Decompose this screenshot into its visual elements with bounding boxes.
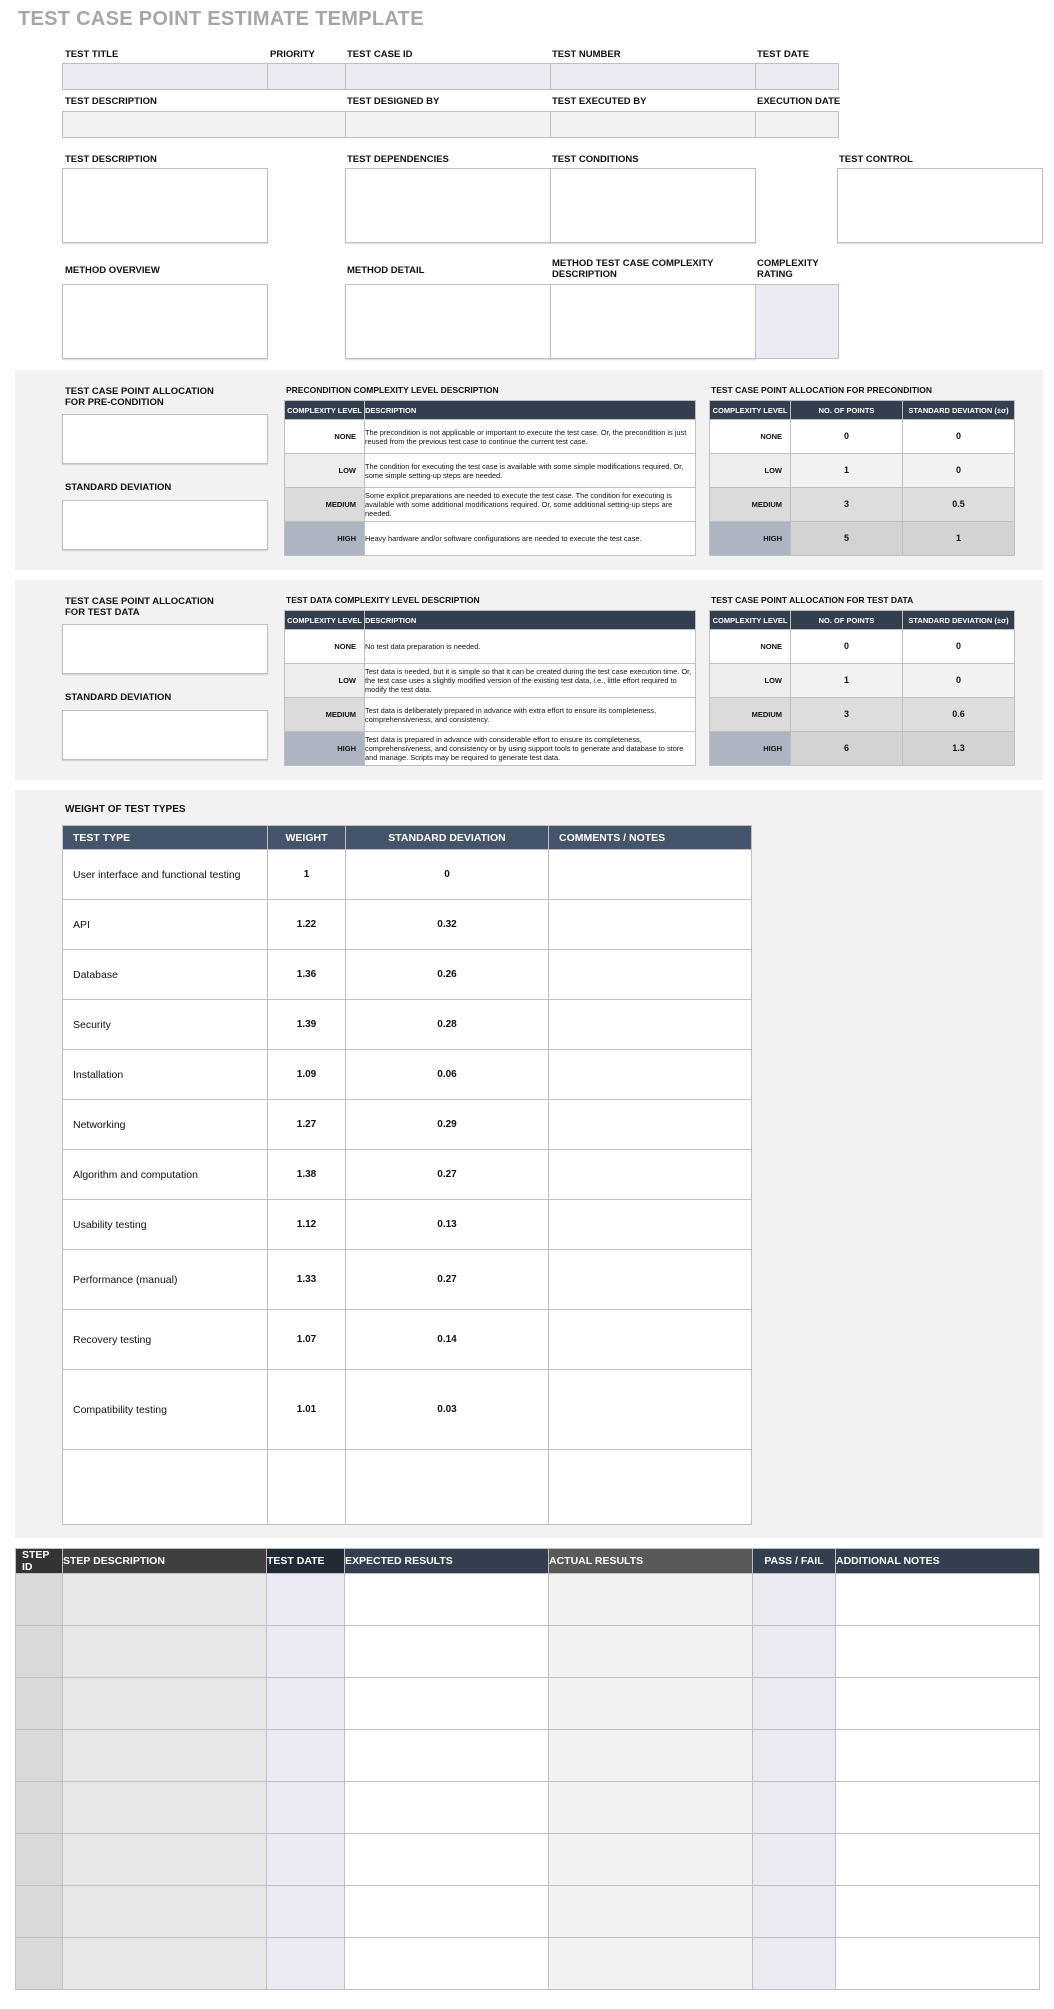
testdata-std-box[interactable] <box>62 710 268 760</box>
test-dependencies-box[interactable] <box>345 168 551 243</box>
desc-low: The condition for executing the test case is available with some simple modifications required. Or, some simple setting-up steps are needed. <box>365 454 696 488</box>
desc-high: Heavy hardware and/or software configurations are needed to execute the test case. <box>365 522 696 556</box>
step-row <box>16 1886 1040 1938</box>
expected-results-cell[interactable] <box>345 1626 549 1678</box>
weight-cell: 1 <box>268 850 346 900</box>
method-overview-box[interactable] <box>62 284 268 359</box>
test-description-label: TEST DESCRIPTION <box>65 96 157 107</box>
actual-results-cell[interactable] <box>549 1626 753 1678</box>
notes-cell[interactable] <box>549 850 752 900</box>
actual-results-cell[interactable] <box>549 1730 753 1782</box>
std-high: 1.3 <box>903 732 1015 766</box>
execution-date-label: EXECUTION DATE <box>757 96 841 107</box>
pass-fail-cell[interactable] <box>753 1886 836 1938</box>
pass-fail-cell[interactable] <box>753 1626 836 1678</box>
col-test-type: TEST TYPE <box>63 826 268 850</box>
precondition-allocation-box[interactable] <box>62 414 268 464</box>
test-type-cell: Database <box>63 950 268 1000</box>
weight-cell: 1.12 <box>268 1200 346 1250</box>
steps-table <box>15 1548 1040 1990</box>
std-high: 1 <box>903 522 1015 556</box>
actual-results-cell[interactable] <box>549 1574 753 1626</box>
level-high: HIGH <box>710 732 791 766</box>
step-id-cell[interactable] <box>16 1678 63 1730</box>
weight-cell: 1.33 <box>268 1250 346 1310</box>
test-description-box[interactable] <box>62 168 268 243</box>
desc-none: No test data preparation is needed. <box>365 630 696 664</box>
level-medium: MEDIUM <box>285 488 365 522</box>
precondition-alloc-table <box>709 400 1015 556</box>
test-date-cell[interactable] <box>267 1938 345 1990</box>
points-high: 5 <box>791 522 903 556</box>
test-title-field[interactable] <box>62 63 268 90</box>
col-description: DESCRIPTION <box>365 611 696 630</box>
test-type-cell: Networking <box>63 1100 268 1150</box>
points-low: 1 <box>791 454 903 488</box>
desc-high: Test data is prepared in advance with considerable effort to ensure its completeness, comprehensiveness, and consistency or by using support tools to generate and database to store and manage. Scripts may be required to generate test data. <box>365 732 696 766</box>
test-type-cell: Compatibility testing <box>63 1370 268 1450</box>
col-test-date: TEST DATE <box>267 1549 345 1574</box>
weight-cell: 1.39 <box>268 1000 346 1050</box>
test-case-id-field[interactable] <box>345 63 551 90</box>
step-id-cell[interactable] <box>16 1574 63 1626</box>
col-additional-notes: ADDITIONAL NOTES <box>836 1549 1040 1574</box>
step-description-cell[interactable] <box>63 1938 267 1990</box>
expected-results-cell[interactable] <box>345 1782 549 1834</box>
step-id-cell[interactable] <box>16 1782 63 1834</box>
precondition-std-label: STANDARD DEVIATION <box>65 482 172 493</box>
test-executed-by-field[interactable] <box>550 111 756 138</box>
actual-results-cell[interactable] <box>549 1938 753 1990</box>
page-title: TEST CASE POINT ESTIMATE TEMPLATE <box>18 8 424 30</box>
expected-results-cell[interactable] <box>345 1730 549 1782</box>
level-none: NONE <box>710 630 791 664</box>
weight-cell: 1.07 <box>268 1310 346 1370</box>
test-type-cell: Performance (manual) <box>63 1250 268 1310</box>
step-description-cell[interactable] <box>63 1574 267 1626</box>
weights-title: WEIGHT OF TEST TYPES <box>65 804 186 815</box>
test-date-cell[interactable] <box>267 1886 345 1938</box>
additional-notes-cell[interactable] <box>836 1730 1040 1782</box>
test-description-field[interactable] <box>62 111 346 138</box>
col-standard-deviation: STANDARD DEVIATION <box>346 826 549 850</box>
additional-notes-cell[interactable] <box>836 1938 1040 1990</box>
actual-results-cell[interactable] <box>549 1782 753 1834</box>
std-medium: 0.5 <box>903 488 1015 522</box>
additional-notes-cell[interactable] <box>836 1626 1040 1678</box>
step-row <box>16 1574 1040 1626</box>
test-number-field[interactable] <box>550 63 756 90</box>
std-cell: 0.29 <box>346 1100 549 1150</box>
testdata-desc-table <box>284 610 696 766</box>
weight-cell[interactable] <box>268 1450 346 1525</box>
std-cell: 0.26 <box>346 950 549 1000</box>
step-description-cell[interactable] <box>63 1834 267 1886</box>
complexity-rating-label: COMPLEXITY RATING <box>757 258 819 280</box>
desc-low: Test data is needed, but it is simple so that it can be created during the test case execution time. Or, the test case uses a slightly modified version of the existing test data, i.e., little effort required to modify the test data. <box>365 664 696 698</box>
col-complexity-level: COMPLEXITY LEVEL <box>710 611 791 630</box>
priority-field[interactable] <box>267 63 346 90</box>
step-id-cell[interactable] <box>16 1626 63 1678</box>
expected-results-cell[interactable] <box>345 1574 549 1626</box>
level-high: HIGH <box>285 522 365 556</box>
level-low: LOW <box>710 454 791 488</box>
additional-notes-cell[interactable] <box>836 1834 1040 1886</box>
step-description-cell[interactable] <box>63 1730 267 1782</box>
col-std-deviation: STANDARD DEVIATION (±σ) <box>903 401 1015 420</box>
test-date-cell[interactable] <box>267 1678 345 1730</box>
step-row <box>16 1626 1040 1678</box>
level-low: LOW <box>710 664 791 698</box>
notes-cell[interactable] <box>549 1200 752 1250</box>
level-high: HIGH <box>710 522 791 556</box>
test-date-cell[interactable] <box>267 1834 345 1886</box>
testdata-allocation-box[interactable] <box>62 624 268 674</box>
notes-cell[interactable] <box>549 900 752 950</box>
level-none: NONE <box>285 420 365 454</box>
expected-results-cell[interactable] <box>345 1678 549 1730</box>
step-id-cell[interactable] <box>16 1730 63 1782</box>
level-medium: MEDIUM <box>710 488 791 522</box>
testdata-desc-title: TEST DATA COMPLEXITY LEVEL DESCRIPTION <box>286 595 480 605</box>
actual-results-cell[interactable] <box>549 1678 753 1730</box>
points-medium: 3 <box>791 488 903 522</box>
col-complexity-level: COMPLEXITY LEVEL <box>285 401 365 420</box>
desc-medium: Some explicit preparations are needed to execute the test case. The condition for executing is available with some additional modifications required. Or, some additional setting-up steps are needed. <box>365 488 696 522</box>
col-weight: WEIGHT <box>268 826 346 850</box>
test-type-cell[interactable] <box>63 1450 268 1525</box>
notes-cell[interactable] <box>549 1100 752 1150</box>
std-none: 0 <box>903 420 1015 454</box>
pass-fail-cell[interactable] <box>753 1678 836 1730</box>
test-designed-by-label: TEST DESIGNED BY <box>347 96 440 107</box>
std-medium: 0.6 <box>903 698 1015 732</box>
step-description-cell[interactable] <box>63 1886 267 1938</box>
std-low: 0 <box>903 664 1015 698</box>
points-none: 0 <box>791 630 903 664</box>
points-none: 0 <box>791 420 903 454</box>
test-dependencies-label: TEST DEPENDENCIES <box>347 154 449 165</box>
col-complexity-level: COMPLEXITY LEVEL <box>285 611 365 630</box>
precondition-alloc-title: TEST CASE POINT ALLOCATION FOR PRECONDITION <box>711 385 932 395</box>
step-id-cell[interactable] <box>16 1938 63 1990</box>
test-case-id-label: TEST CASE ID <box>347 49 413 60</box>
notes-cell[interactable] <box>549 1450 752 1525</box>
pass-fail-cell[interactable] <box>753 1574 836 1626</box>
test-date-cell[interactable] <box>267 1782 345 1834</box>
level-low: LOW <box>285 454 365 488</box>
points-low: 1 <box>791 664 903 698</box>
method-overview-label: METHOD OVERVIEW <box>65 265 160 276</box>
col-step-id: STEP ID <box>16 1549 63 1574</box>
precondition-desc-table <box>284 400 696 556</box>
weight-cell: 1.38 <box>268 1150 346 1200</box>
test-number-label: TEST NUMBER <box>552 49 621 60</box>
testdata-allocation-label: TEST CASE POINT ALLOCATION FOR TEST DATA <box>65 596 214 618</box>
test-date-cell[interactable] <box>267 1574 345 1626</box>
col-step-description: STEP DESCRIPTION <box>63 1549 267 1574</box>
step-row <box>16 1782 1040 1834</box>
step-id-cell[interactable] <box>16 1834 63 1886</box>
weights-table <box>62 825 752 1525</box>
level-high: HIGH <box>285 732 365 766</box>
test-type-cell: Recovery testing <box>63 1310 268 1370</box>
additional-notes-cell[interactable] <box>836 1678 1040 1730</box>
std-cell: 0.14 <box>346 1310 549 1370</box>
method-detail-box[interactable] <box>345 284 551 359</box>
std-cell: 0.32 <box>346 900 549 950</box>
testdata-alloc-table <box>709 610 1015 766</box>
std-cell: 0.27 <box>346 1150 549 1200</box>
test-type-cell: API <box>63 900 268 950</box>
test-date-cell[interactable] <box>267 1730 345 1782</box>
pass-fail-cell[interactable] <box>753 1782 836 1834</box>
level-medium: MEDIUM <box>710 698 791 732</box>
test-type-cell: Usability testing <box>63 1200 268 1250</box>
pass-fail-cell[interactable] <box>753 1834 836 1886</box>
pass-fail-cell[interactable] <box>753 1730 836 1782</box>
step-id-cell[interactable] <box>16 1886 63 1938</box>
weight-cell: 1.27 <box>268 1100 346 1150</box>
test-date-cell[interactable] <box>267 1626 345 1678</box>
std-cell[interactable] <box>346 1450 549 1525</box>
method-detail-label: METHOD DETAIL <box>347 265 425 276</box>
testdata-std-label: STANDARD DEVIATION <box>65 692 172 703</box>
precondition-std-box[interactable] <box>62 500 268 550</box>
notes-cell[interactable] <box>549 950 752 1000</box>
additional-notes-cell[interactable] <box>836 1782 1040 1834</box>
weight-cell: 1.22 <box>268 900 346 950</box>
step-description-cell[interactable] <box>63 1626 267 1678</box>
level-medium: MEDIUM <box>285 698 365 732</box>
level-none: NONE <box>710 420 791 454</box>
test-control-box[interactable] <box>837 168 1043 243</box>
col-no-of-points: NO. OF POINTS <box>791 401 903 420</box>
step-description-cell[interactable] <box>63 1678 267 1730</box>
std-cell: 0.27 <box>346 1250 549 1310</box>
expected-results-cell[interactable] <box>345 1938 549 1990</box>
weight-cell: 1.36 <box>268 950 346 1000</box>
weight-cell: 1.01 <box>268 1370 346 1450</box>
test-type-cell: Security <box>63 1000 268 1050</box>
test-designed-by-field[interactable] <box>345 111 551 138</box>
test-conditions-box[interactable] <box>550 168 756 243</box>
actual-results-cell[interactable] <box>549 1834 753 1886</box>
test-type-cell: Installation <box>63 1050 268 1100</box>
col-expected-results: EXPECTED RESULTS <box>345 1549 549 1574</box>
level-low: LOW <box>285 664 365 698</box>
detail-test-description-label: TEST DESCRIPTION <box>65 154 157 165</box>
priority-label: PRIORITY <box>270 49 315 60</box>
step-row <box>16 1678 1040 1730</box>
std-cell: 0 <box>346 850 549 900</box>
std-cell: 0.28 <box>346 1000 549 1050</box>
test-control-label: TEST CONTROL <box>839 154 913 165</box>
std-cell: 0.03 <box>346 1370 549 1450</box>
desc-none: The precondition is not applicable or important to execute the test case. Or, the precondition is just reused from the previous test case to continue the current test case. <box>365 420 696 454</box>
notes-cell[interactable] <box>549 1050 752 1100</box>
weight-cell: 1.09 <box>268 1050 346 1100</box>
points-high: 6 <box>791 732 903 766</box>
col-description: DESCRIPTION <box>365 401 696 420</box>
desc-medium: Test data is deliberately prepared in advance with extra effort to ensure its completeness, comprehensiveness, and consistency. <box>365 698 696 732</box>
test-date-label: TEST DATE <box>757 49 810 60</box>
level-none: NONE <box>285 630 365 664</box>
additional-notes-cell[interactable] <box>836 1886 1040 1938</box>
notes-cell[interactable] <box>549 1310 752 1370</box>
notes-cell[interactable] <box>549 1150 752 1200</box>
test-conditions-label: TEST CONDITIONS <box>552 154 639 165</box>
precondition-desc-title: PRECONDITION COMPLEXITY LEVEL DESCRIPTION <box>286 385 499 395</box>
method-complexity-label: METHOD TEST CASE COMPLEXITY DESCRIPTION <box>552 258 714 280</box>
step-row <box>16 1834 1040 1886</box>
test-type-cell: Algorithm and computation <box>63 1150 268 1200</box>
notes-cell[interactable] <box>549 1370 752 1450</box>
step-row <box>16 1938 1040 1990</box>
col-comments-notes: COMMENTS / NOTES <box>549 826 752 850</box>
col-std-deviation: STANDARD DEVIATION (±σ) <box>903 611 1015 630</box>
execution-date-field[interactable] <box>755 111 839 138</box>
step-description-cell[interactable] <box>63 1782 267 1834</box>
testdata-alloc-title: TEST CASE POINT ALLOCATION FOR TEST DATA <box>711 595 914 605</box>
col-complexity-level: COMPLEXITY LEVEL <box>710 401 791 420</box>
points-medium: 3 <box>791 698 903 732</box>
step-row <box>16 1730 1040 1782</box>
actual-results-cell[interactable] <box>549 1886 753 1938</box>
notes-cell[interactable] <box>549 1000 752 1050</box>
precondition-allocation-label: TEST CASE POINT ALLOCATION FOR PRE-CONDITION <box>65 386 214 408</box>
pass-fail-cell[interactable] <box>753 1938 836 1990</box>
col-no-of-points: NO. OF POINTS <box>791 611 903 630</box>
method-complexity-box[interactable] <box>550 284 756 359</box>
col-pass-fail: PASS / FAIL <box>753 1549 836 1574</box>
notes-cell[interactable] <box>549 1250 752 1310</box>
complexity-rating-box[interactable] <box>755 284 839 359</box>
test-title-label: TEST TITLE <box>65 49 119 60</box>
col-actual-results: ACTUAL RESULTS <box>549 1549 753 1574</box>
std-none: 0 <box>903 630 1015 664</box>
test-executed-by-label: TEST EXECUTED BY <box>552 96 647 107</box>
additional-notes-cell[interactable] <box>836 1574 1040 1626</box>
std-low: 0 <box>903 454 1015 488</box>
expected-results-cell[interactable] <box>345 1886 549 1938</box>
test-type-cell: User interface and functional testing <box>63 850 268 900</box>
expected-results-cell[interactable] <box>345 1834 549 1886</box>
test-date-field[interactable] <box>755 63 839 90</box>
std-cell: 0.06 <box>346 1050 549 1100</box>
std-cell: 0.13 <box>346 1200 549 1250</box>
